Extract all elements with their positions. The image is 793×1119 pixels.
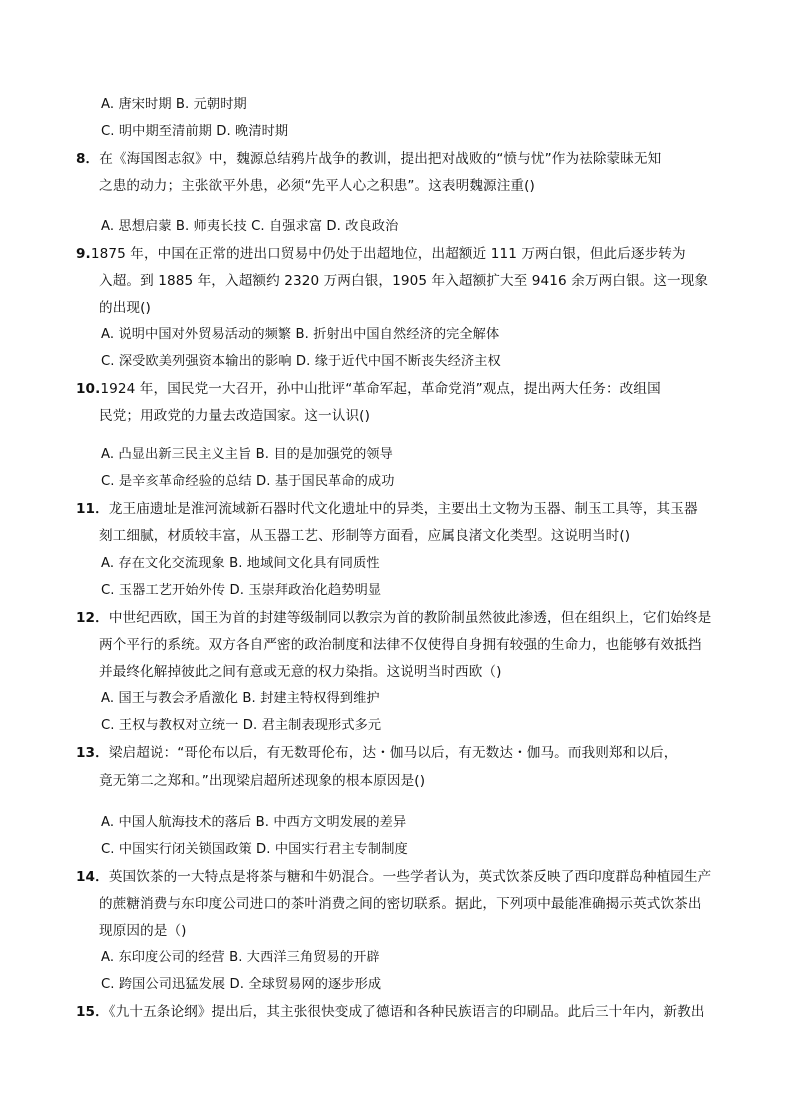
- option-line: C. 跨国公司迅猛发展 D. 全球贸易网的逐步形成: [101, 977, 382, 992]
- question-text: 《九十五条论纲》提出后，其主张很快变成了德语和各种民族语言的印刷品。此后三十年内，新教出: [108, 1004, 705, 1020]
- option-line: A. 凸显出新三民主义主旨 B. 目的是加强党的领导: [101, 447, 393, 462]
- option-line: C. 王权与教权对立统一 D. 君主制表现形式多元: [101, 718, 382, 733]
- option-line: A. 唐宋时期 B. 元朝时期: [101, 97, 247, 112]
- question-text: 龙王庙遗址是淮河流域新石器时代文化遗址中的异类，主要出土文物为玉器、制玉工具等，其玉器: [108, 501, 698, 517]
- question-text-line: 刻工细腻，材质较丰富，从玉器工艺、形制等方面看，应属良渚文化类型。这说明当时(): [99, 528, 631, 544]
- question-number: 13．: [76, 745, 109, 761]
- question-text-line: 的蔗糖消费与东印度公司进口的茶叶消费之间的密切联系。据此，下列项中最能准确揭示英式饮茶出: [99, 896, 702, 912]
- option-line: C. 深受欧美列强资本输出的影响 D. 缘于近代中国不断丧失经济主权: [101, 354, 501, 369]
- question-text-line: 的出现(): [99, 300, 151, 316]
- question-11: [76, 500, 698, 518]
- question-text: 1875 年，中国在正常的进出口贸易中仍处于出超地位，出超额近 111 万两白银，但此后逐步转为: [90, 246, 686, 262]
- option-line: A. 东印度公司的经营 B. 大西洋三角贸易的开辟: [101, 950, 380, 965]
- question-text-line: 现原因的是（): [99, 923, 187, 939]
- option-line: A. 中国人航海技术的落后 B. 中西方文明发展的差异: [101, 815, 407, 830]
- question-text-line: 入超。到 1885 年，入超额约 2320 万两白银，1905 年入超额扩大至 9416 余万两白银。这一现象: [99, 273, 709, 289]
- option-line: A. 国王与教会矛盾激化 B. 封建主特权得到维护: [101, 691, 380, 706]
- question-14: [76, 868, 711, 886]
- question-text-line: 民党；用政党的力量去改造国家。这一认识(): [99, 408, 370, 424]
- question-number: 9.: [76, 246, 91, 262]
- option-line: C. 玉器工艺开始外传 D. 玉崇拜政治化趋势明显: [101, 583, 382, 598]
- question-text: 1924 年，国民党一大召开，孙中山批评“革命军起，革命党消”观点，提出两大任务：改组国: [100, 381, 661, 397]
- question-text: 中世纪西欧，国王为首的封建等级制同以教宗为首的教阶制虽然彼此渗透，但在组织上，它们始终是: [108, 610, 712, 626]
- question-text: 英国饮茶的一大特点是将茶与糖和牛奶混合。一些学者认为，英式饮茶反映了西印度群岛种植园生产: [108, 869, 712, 885]
- question-13: [76, 744, 677, 762]
- question-text-line: 并最终化解掉彼此之间有意或无意的权力染指。这说明当时西欧（): [99, 664, 502, 680]
- question-number: 15．: [76, 1004, 109, 1020]
- option-line: A. 说明中国对外贸易活动的频繁 B. 折射出中国自然经济的完全解体: [101, 327, 500, 342]
- question-10: [76, 380, 661, 398]
- option-line: C. 中国实行闭关锁国政策 D. 中国实行君主专制制度: [101, 842, 408, 857]
- option-line: A. 存在文化交流现象 B. 地域间文化具有同质性: [101, 556, 380, 571]
- question-15: [76, 1003, 705, 1021]
- question-text-line: 竟无第二之郑和。”出现梁启超所述现象的根本原因是(): [99, 773, 426, 789]
- question-8: [76, 150, 661, 168]
- question-text: 梁启超说：“哥伦布以后，有无数哥伦布，达・伽马以后，有无数达・伽马。而我则郑和以后，: [108, 745, 678, 761]
- question-number: 8．: [76, 151, 100, 167]
- question-number: 11．: [76, 501, 109, 517]
- question-9: [76, 245, 686, 263]
- option-line: C. 是辛亥革命经验的总结 D. 基于国民革命的成功: [101, 474, 395, 489]
- question-text: 在《海国图志叙》中，魏源总结鸦片战争的教训，提出把对战败的“愤与忧”作为祛除蒙昧无知: [99, 151, 662, 167]
- option-line: A. 思想启蒙 B. 师夷长技 C. 自强求富 D. 改良政治: [101, 219, 399, 234]
- question-number: 12．: [76, 610, 109, 626]
- question-text-line: 两个平行的系统。双方各自严密的政治制度和法律不仅使得自身拥有较强的生命力，也能够有效抵挡: [99, 637, 702, 653]
- option-line: C. 明中期至清前期 D. 晚清时期: [101, 124, 289, 139]
- question-number: 14．: [76, 869, 109, 885]
- question-number: 10.: [76, 381, 101, 397]
- question-text-line: 之患的动力；主张欲平外患，必须“先平人心之积患”。这表明魏源注重(): [99, 178, 535, 194]
- question-12: [76, 609, 711, 627]
